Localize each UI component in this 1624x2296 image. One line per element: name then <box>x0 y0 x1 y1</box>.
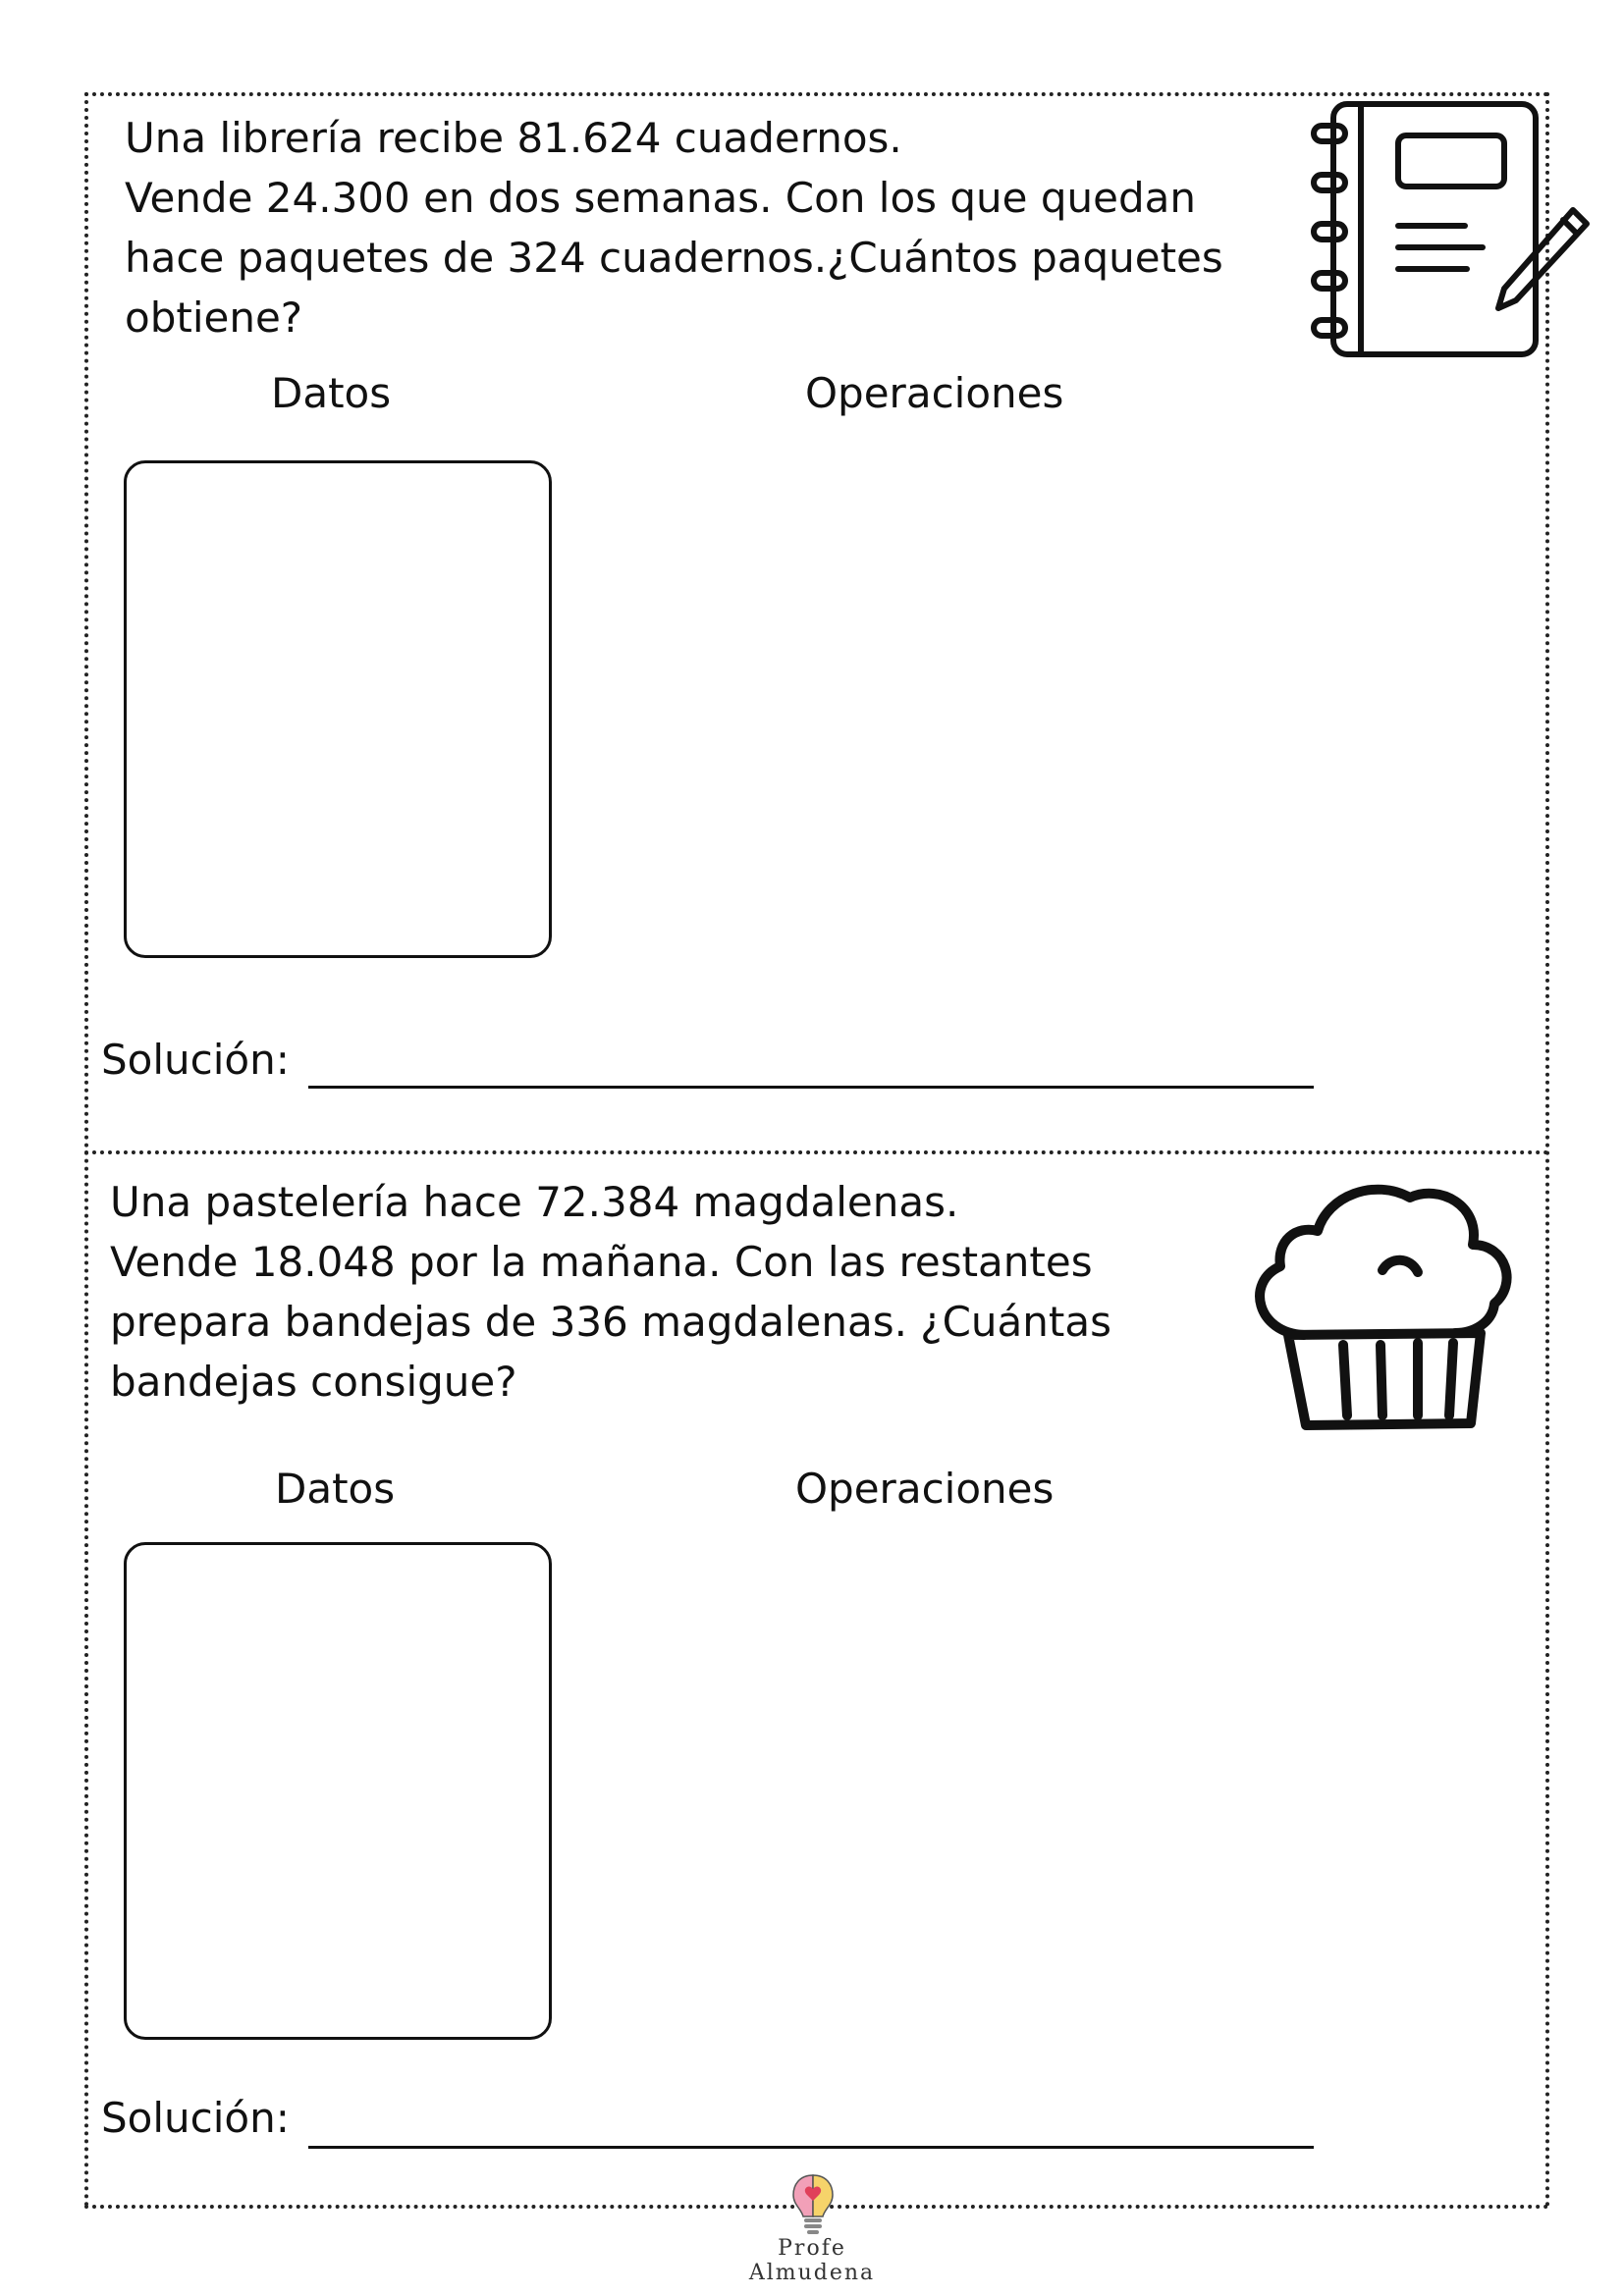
datos-label: Datos <box>275 1465 396 1513</box>
solucion-answer-line[interactable] <box>308 1086 1314 1089</box>
solucion-label: Solución: <box>101 2094 290 2142</box>
operaciones-label: Operaciones <box>805 369 1064 417</box>
datos-label: Datos <box>271 369 392 417</box>
cupcake-icon <box>1237 1176 1532 1433</box>
lightbulb-brain-icon <box>791 2173 835 2238</box>
datos-box[interactable] <box>124 460 552 958</box>
problem-2-text: Una pastelería hace 72.384 magdalenas. Vende 18.048 por la mañana. Con las restantes prepara bandejas de 336 magdalenas. ¿Cuántas bandejas consigue? <box>110 1178 1111 1406</box>
operaciones-label: Operaciones <box>795 1465 1055 1513</box>
problem-1-text: Una librería recibe 81.624 cuadernos. Vende 24.300 en dos semanas. Con los que quedan hace paquetes de 324 cuadernos.¿Cuántos paquetes obtiene? <box>125 114 1223 342</box>
section-divider <box>84 1150 1549 1154</box>
solucion-answer-line[interactable] <box>308 2146 1314 2149</box>
brand-name: Profe Almudena <box>748 2236 876 2285</box>
solucion-label: Solución: <box>101 1036 290 1084</box>
datos-box[interactable] <box>124 1542 552 2040</box>
notebook-pencil-icon <box>1306 96 1600 363</box>
